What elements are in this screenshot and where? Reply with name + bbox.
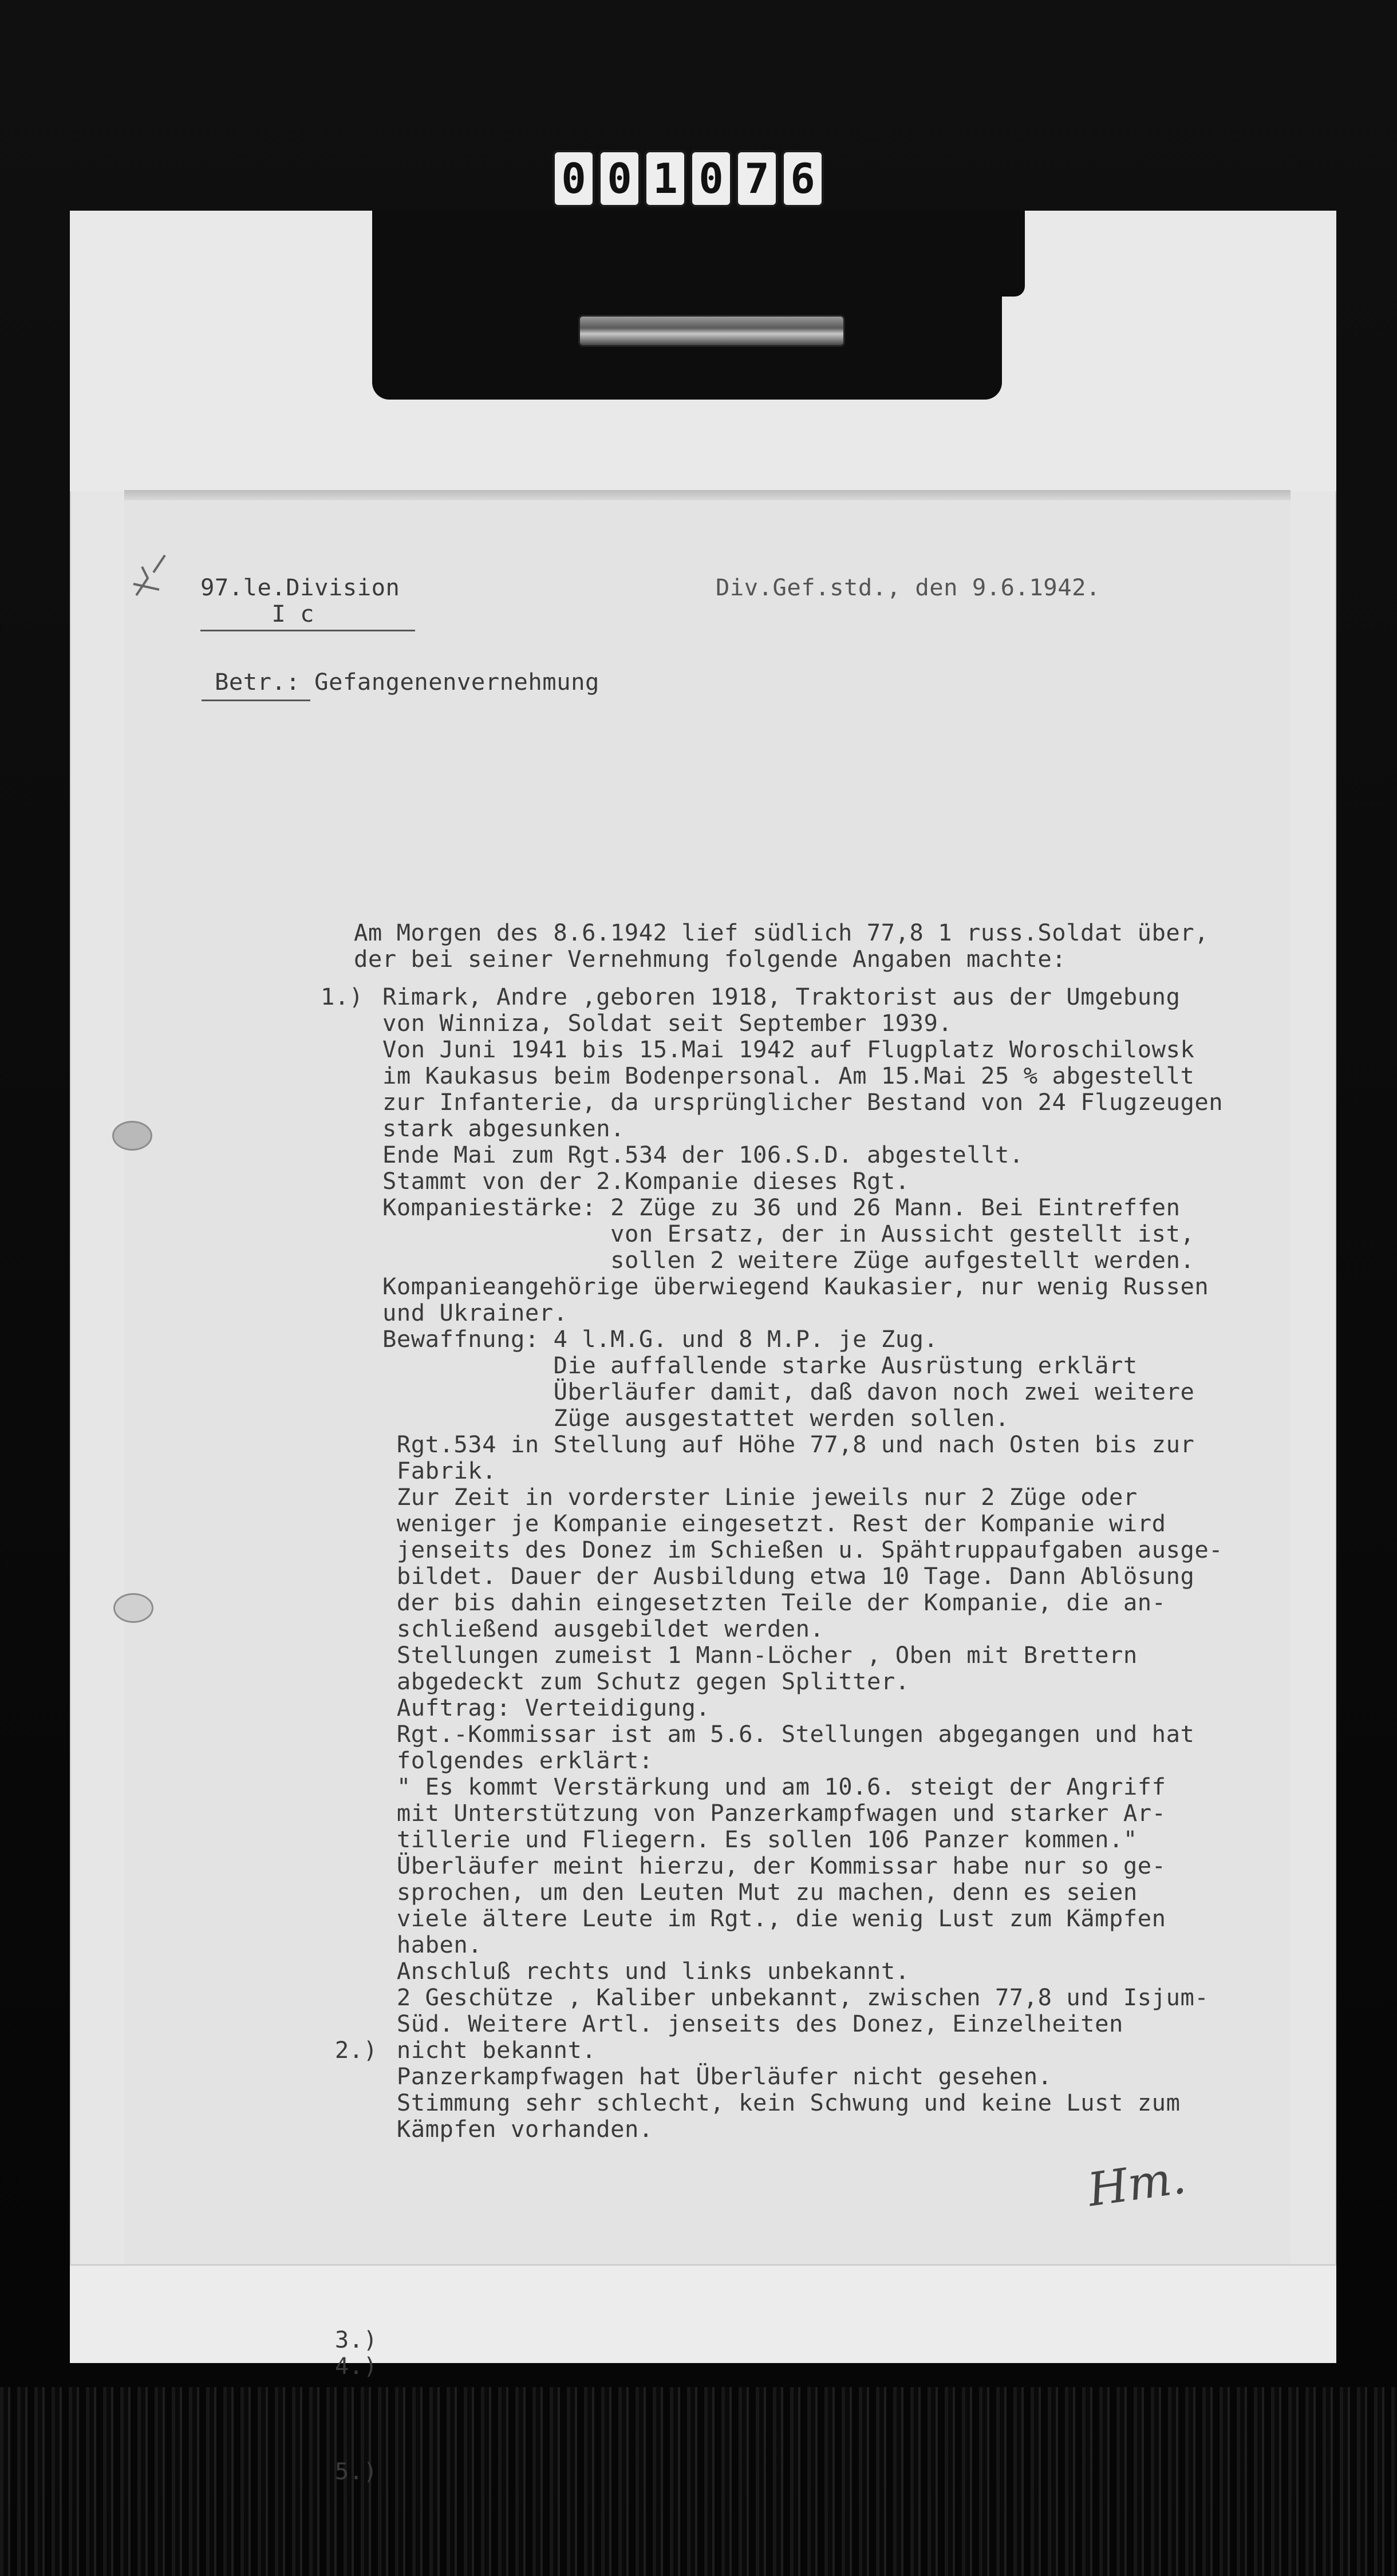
punch-hole bbox=[112, 1121, 152, 1151]
unit-designation bbox=[200, 574, 400, 627]
archive-digit: 0 bbox=[553, 150, 595, 207]
film-edge bbox=[0, 2387, 1397, 2576]
intro-paragraph: Am Morgen des 8.6.1942 lief südlich 77,8 1 russ.Soldat über, der bei seiner Vernehmung folgende Angaben machte: bbox=[354, 919, 1209, 973]
archive-digit: 0 bbox=[598, 150, 641, 207]
archive-number bbox=[553, 150, 824, 205]
archive-digit: 6 bbox=[782, 150, 824, 207]
pencil-mark-icon bbox=[125, 544, 188, 613]
place-date: Div.Gef.std., den 9.6.1942. bbox=[716, 574, 1100, 601]
archive-digit: 1 bbox=[644, 150, 686, 207]
unit-line-1: 97.le.Division bbox=[200, 574, 400, 601]
subject-line: Betr.: Gefangenenvernehmung bbox=[215, 668, 599, 696]
binder-clip bbox=[372, 211, 1002, 400]
archive-digit: 0 bbox=[690, 150, 732, 207]
sheet-fold bbox=[124, 490, 1291, 500]
sheet-bottom-band bbox=[70, 2264, 1336, 2363]
item-numbers: 1.) 2.) 3.) 4.) 5.) bbox=[321, 983, 378, 2485]
subject-underline bbox=[202, 700, 310, 701]
binder-clip-tab bbox=[973, 211, 1025, 297]
handwritten-signature: Hm. bbox=[1084, 2150, 1189, 2217]
punch-hole bbox=[113, 1593, 153, 1623]
unit-line-2: I c bbox=[200, 600, 315, 627]
binder-clip-bar bbox=[578, 315, 845, 347]
interrogation-items: Rimark, Andre ,geboren 1918, Traktorist aus der Umgebung von Winniza, Soldat seit September 1939. Von Juni 1941 bis 15.Mai 1942 auf Flugplatz Woroschilowsk im Kaukasus beim Bodenpersonal. Am 15.Mai 25 % abgestellt zur Infanterie, da ursprünglicher Bestand von 24 Flugzeugen stark abgesunken. Ende Mai zum Rgt.534 der 106.S.D. abgestellt. Stammt von der 2.Kompanie dieses Rgt. Kompaniestärke: 2 Züge zu 36 und 26 Mann. Bei Eintreffen von Ersatz, der in Aussicht gestellt ist, sollen 2 weitere Züge aufgestellt werden. Kompanieangehörige überwiegend Kaukasier, nur wenig Russen und Ukrainer. Bewaffnung: 4 l.M.G. und 8 M.P. je Zug. Die auffallende starke Ausrüstung erklärt Überläufer damit, daß davon noch zwei weitere Züge ausgestattet werden sollen. Rgt.534 in Stellung auf Höhe 77,8 und nach Osten bis zur Fabrik. Zur Zeit in vorderster Linie jeweils nur 2 Züge oder weniger je Kompanie eingesetzt. Rest der Kompanie wird jenseits des Donez im Schießen u. Spähtruppaufgaben ausge- bildet. Dauer der Ausbildung etwa 10 Tage. Dann Ablösung der bis dahin eingesetzten Teile der Kompanie, die an- schließend ausgebildet werden. Stellungen zumeist 1 Mann-Löcher , Oben mit Brettern abgedeckt zum Schutz gegen Splitter. Auftrag: Verteidigung. Rgt.-Kommissar ist am 5.6. Stellungen abgegangen und hat folgendes erklärt: " Es kommt Verstärkung und am 10.6. steigt der Angriff mit Unterstützung von Panzerkampfwagen und starker Ar- tillerie und Fliegern. Es sollen 106 Panzer kommen." Überläufer meint hierzu, der Kommissar habe nur so ge- sprochen, um den Leuten Mut zu machen, denn es seien viele ältere Leute im Rgt., die wenig Lust zum Kämpfen haben. Anschluß rechts und links unbekannt. 2 Geschütze , Kaliber unbekannt, zwischen 77,8 und Isjum- Süd. Weitere Artl. jenseits des Donez, Einzelheiten nicht bekannt. Panzerkampfwagen hat Überläufer nicht gesehen. Stimmung sehr schlecht, kein Schwung und keine Lust zum Kämpfen vorhanden. bbox=[382, 983, 1224, 2143]
archive-digit: 7 bbox=[736, 150, 778, 207]
header-underline bbox=[200, 630, 415, 631]
